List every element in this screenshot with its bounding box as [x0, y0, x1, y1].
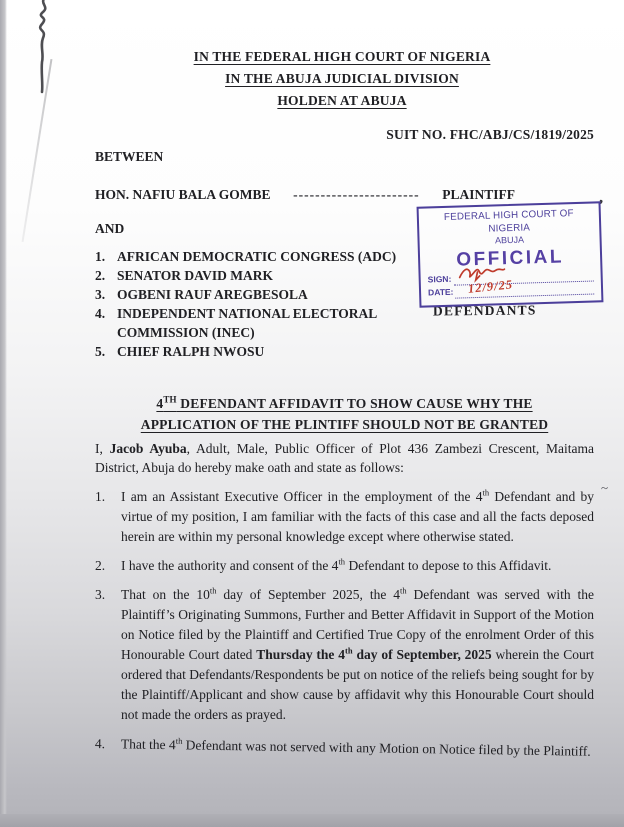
pen-tilde-mark: ~	[601, 480, 609, 495]
defendant-number: 3.	[95, 287, 106, 302]
defendant-name: INDEPENDENT NATIONAL ELECTORAL COMMISSION (INEC)	[117, 306, 377, 340]
defendant-number: 5.	[95, 344, 106, 359]
defendant-number: 1.	[95, 249, 106, 264]
defendant-row	[95, 342, 425, 361]
hearing-date-bold: Thursday the 4th day of September, 2025	[256, 645, 492, 662]
defendant-name: AFRICAN DEMOCRATIC CONGRESS (ADC)	[117, 249, 397, 264]
paragraph-text: That on the 10th day of September 2025, the 4th Defendant was served with the Plaintiff’s Originating Summons, Further and Better Affidavit in Support of the Motion on Notice filed by the Plaintiff and Certified True Copy of the enrolment Order of this Honourable Court dated Thursday the 4th day of September, 2025 wherein the Court ordered that Defendants/Respondents be put on notice of the reliefs being sought for by the Plaintiff/Applicant and show cause by affidavit why this Honourable Court should not made the orders as prayed.	[121, 585, 594, 722]
paragraph-number: 1.	[95, 488, 106, 504]
intro-pre: I,	[95, 440, 110, 456]
defendants-role-label: DEFENDANTS	[432, 302, 537, 319]
paragraph-number: 2.	[95, 557, 106, 573]
paragraph-4	[95, 734, 594, 762]
stamp-date-label: DATE:	[427, 286, 454, 298]
plaintiff-name: HON. NAFIU BALA GOMBE	[95, 187, 271, 202]
between-label: BETWEEN	[95, 149, 164, 164]
stamp-sign-label: SIGN:	[427, 273, 452, 285]
header-line-1: IN THE FEDERAL HIGH COURT OF NIGERIA	[193, 49, 491, 64]
intro-post: , Adult, Male, Public Officer of Plot 436 Zambezi Crescent, Maitama District, Abuja do hereby make oath and state as follows:	[95, 440, 594, 475]
plaintiff-line	[95, 187, 515, 203]
paragraph-text: I have the authority and consent of the 4th Defendant to depose to this Affidavit.	[121, 556, 552, 573]
defendant-number: 2.	[95, 268, 106, 283]
defendant-number: 4.	[95, 306, 106, 321]
pen-scribble-mark	[16, 0, 56, 106]
suit-number: SUIT NO. FHC/ABJ/CS/1819/2025	[386, 127, 594, 142]
defendant-name: SENATOR DAVID MARK	[117, 268, 274, 283]
affidavit-title	[95, 389, 594, 435]
defendant-row	[95, 304, 425, 342]
deponent-name: Jacob Ayuba	[109, 440, 187, 456]
official-court-stamp	[417, 201, 604, 307]
scan-left-edge	[0, 0, 7, 827]
title-ordinal: 4	[156, 395, 164, 411]
header-line-2: IN THE ABUJA JUDICIAL DIVISION	[225, 71, 459, 86]
affidavit-section	[95, 389, 594, 763]
defendant-row	[95, 247, 425, 266]
deponent-intro	[95, 439, 594, 477]
title-ordinal-suffix: TH	[163, 394, 177, 404]
paragraph-3	[95, 585, 594, 725]
court-header	[100, 46, 584, 112]
defendant-name: CHIEF RALPH NWOSU	[117, 344, 265, 359]
paragraph-number: 3.	[95, 586, 106, 602]
paragraph-text: I am an Assistant Executive Officer in the employment of the 4th Defendant and by virtue of my position, I am familiar with the facts of this case and all the facts deposed herein are within my personal knowledge except where otherwise stated.	[121, 487, 594, 544]
defendant-name: OGBENI RAUF AREGBESOLA	[117, 287, 308, 302]
and-label: AND	[95, 221, 125, 236]
paragraph-text: That the 4th Defendant was not served with any Motion on Notice filed by the Plaintiff.	[120, 735, 591, 759]
header-line-3: HOLDEN AT ABUJA	[277, 93, 407, 108]
plaintiff-role: PLAINTIFF	[442, 187, 515, 202]
paragraph-1	[95, 487, 594, 547]
defendants-list	[95, 247, 425, 361]
paragraph-number: 4.	[94, 735, 106, 751]
paragraph-2	[95, 556, 594, 576]
affidavit-paragraphs	[94, 487, 594, 759]
stamp-official-text: OFFICIAL	[456, 246, 565, 271]
stamp-city: ABUJA	[494, 234, 525, 246]
title-line1-text: DEFENDANT AFFIDAVIT TO SHOW CAUSE WHY THE	[176, 395, 533, 411]
handwritten-date: 12/9/25	[467, 277, 514, 296]
defendant-row	[95, 266, 425, 285]
pen-tick-mark: ’	[594, 195, 606, 216]
plaintiff-dashes: -----------------------	[293, 187, 420, 202]
stamp-court-name: FEDERAL HIGH COURT OF NIGERIA	[443, 208, 574, 235]
scan-bottom-edge	[0, 814, 624, 827]
defendant-row	[95, 285, 425, 304]
title-line2-text: APPLICATION OF THE PLINTIFF SHOULD NOT BE GRANTED	[140, 416, 549, 432]
